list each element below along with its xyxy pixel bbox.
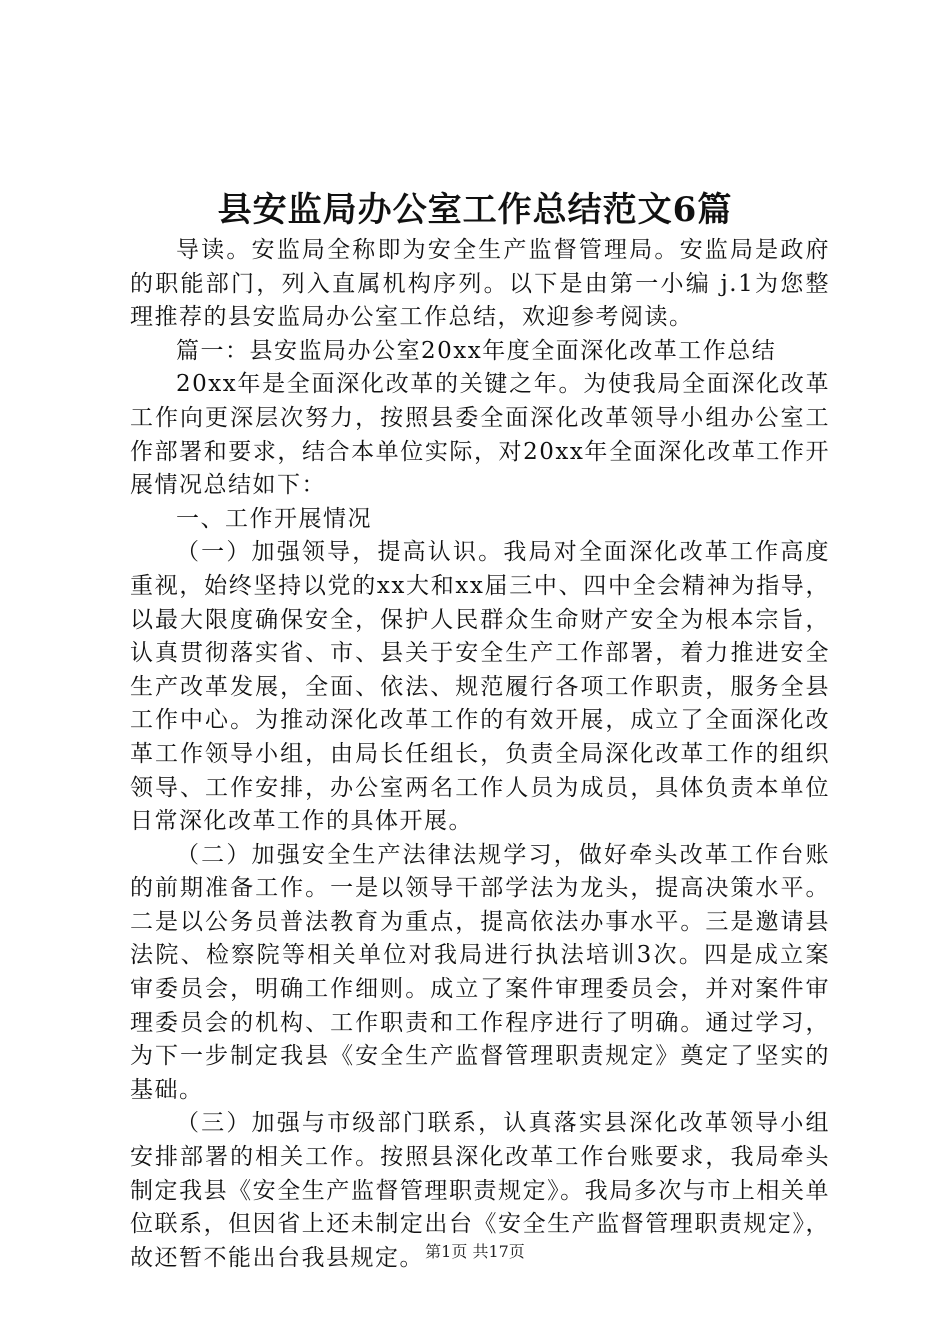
paragraph-item-3: （三）加强与市级部门联系，认真落实县深化改革领导小组安排部署的相关工作。按照县深化改革工作台账要求，我局牵头制定我县《安全生产监督管理职责规定》。我局多次与市上相关单位联系，但因省上还未制定出台《安全生产监督管理职责规定》，故还暂不能出台我县规定。 — [130, 1110, 830, 1271]
paragraph-section-heading: 一、工作开展情况 — [176, 505, 372, 532]
document-body — [130, 234, 830, 1275]
paragraph-item-2: （二）加强安全生产法律法规学习，做好牵头改革工作台账的前期准备工作。一是以领导干部学法为龙头，提高决策水平。二是以公务员普法教育为重点，提高依法办事水平。三是邀请县法院、检察院等相关单位对我局进行执法培训3次。四是成立案审委员会，明确工作细则。成立了案件审理委员会，并对案件审理委员会的机构、工作职责和工作程序进行了明确。通过学习，为下一步制定我县《安全生产监督管理职责规定》奠定了坚实的基础。 — [130, 841, 830, 1103]
paragraph-item-1: （一）加强领导，提高认识。我局对全面深化改革工作高度重视，始终坚持以党的xx大和xx届三中、四中全会精神为指导，以最大限度确保安全，保护人民群众生命财产安全为根本宗旨，认真贯彻落实省、市、县关于安全生产工作部署，着力推进安全生产改革发展，全面、依法、规范履行各项工作职责，服务全县工作中心。为推动深化改革工作的有效开展，成立了全面深化改革工作领导小组，由局长任组长，负责全局深化改革工作的组织领导、工作安排，办公室两名工作人员为成员，具体负责本单位日常深化改革工作的具体开展。 — [130, 539, 830, 835]
paragraph-intro: 导读。安监局全称即为安全生产监督管理局。安监局是政府的职能部门，列入直属机构序列。以下是由第一小编 j.1为您整理推荐的县安监局办公室工作总结，欢迎参考阅读。 — [130, 237, 830, 331]
document-title: 县安监局办公室工作总结范文6篇 — [217, 190, 733, 230]
page-number-footer: 第1页 共17页 — [425, 1242, 525, 1261]
paragraph-chapter-heading: 篇一：县安监局办公室20xx年度全面深化改革工作总结 — [176, 337, 777, 364]
paragraph-overview: 20xx年是全面深化改革的关键之年。为使我局全面深化改革工作向更深层次努力，按照县委全面深化改革领导小组办公室工作部署和要求，结合本单位实际，对20xx年全面深化改革工作开展情况总结如下： — [130, 371, 830, 499]
